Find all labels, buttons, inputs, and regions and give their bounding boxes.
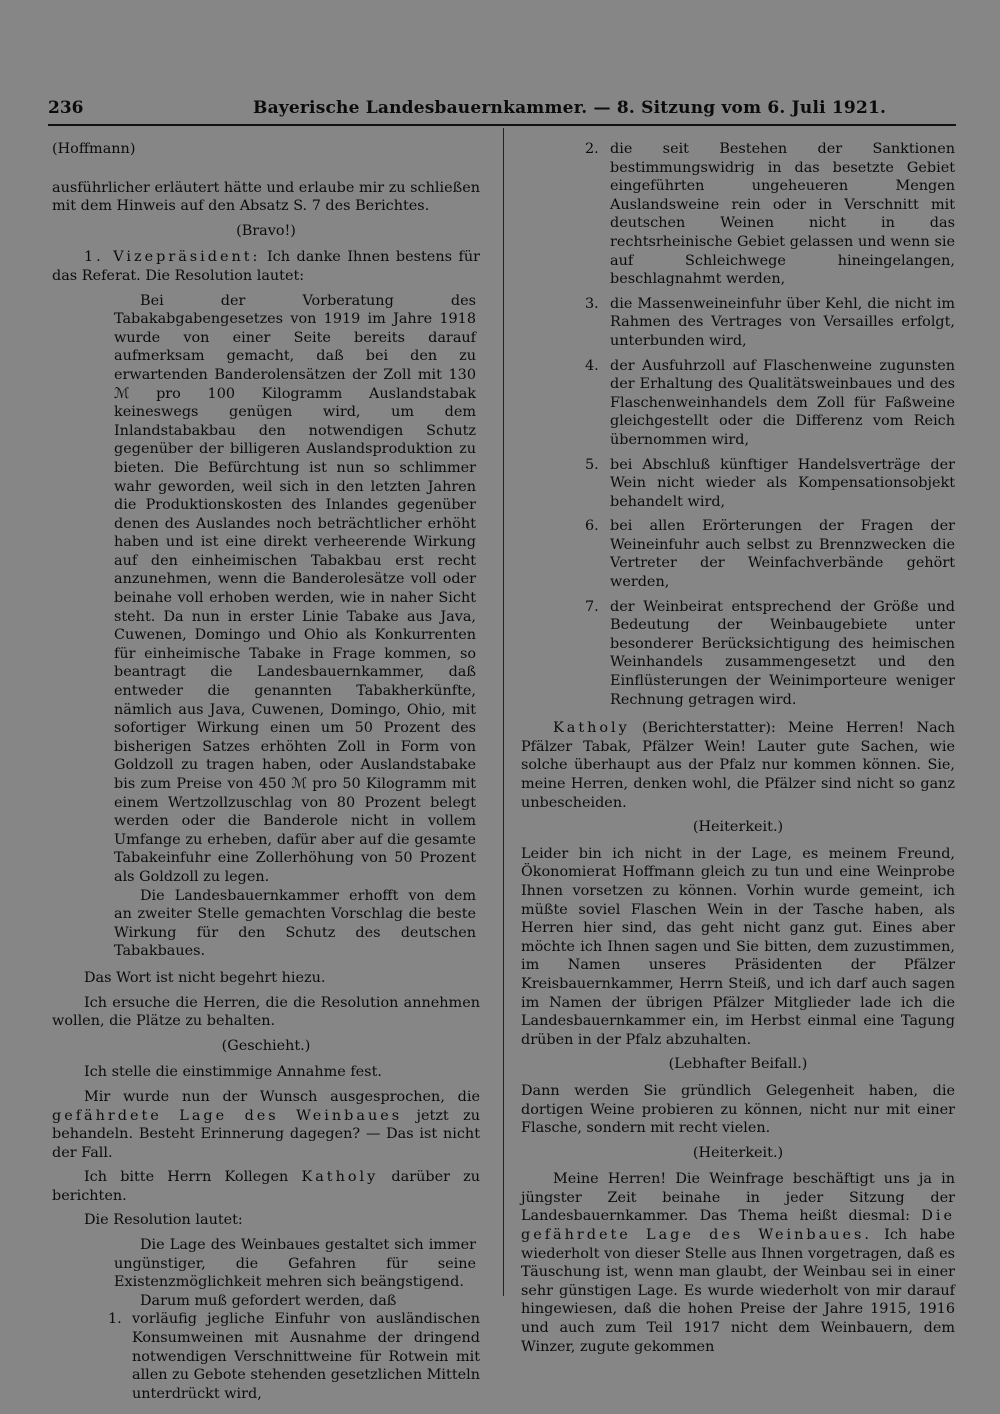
speaker-name: Katholy xyxy=(553,720,630,737)
text-run: Ich habe wiederholt von dieser Stelle aus Ihnen vorgetragen, daß es Täuschung ist, wenn man glaubt, der Weinbau sei in einer sehr günstigen Lage. Es wurde wiederholt von mir darauf hingewiesen, daß die hohen Preise der Jahre 1915, 1916 und auch zum Teil 1917 nicht dem Weinbauern, dem Winzer, zugute gekommen xyxy=(521,1227,955,1355)
item-text: bei Abschluß künftiger Handelsverträge der Wein nicht wieder als Kompensationsobjekt behandelt wird, xyxy=(610,456,955,510)
paragraph: Leider bin ich nicht in der Lage, es meinem Freund, Ökonomierat Hoffmann gleich zu tun und eine Weinprobe Ihnen vorsetzen zu können. Vorhin wurde gemeint, ich müßte soviel Flaschen Wein in der Tasche haben, als Herren hier sind, das geht nicht ganz gut. Eines aber möchte ich Ihnen sagen und Sie bitten, dem zuzustimmen, im Namen unseres Präsidenten der Pfälzer Kreisbauernkammer, Herrn Steiß, und ich darf auch sagen im Namen der übrigen Pfälzer Mitglieder lade ich die Landesbauernkammer ein, im Herbst einmal eine Tagung drüben in der Pfalz abzuhalten. xyxy=(521,845,955,1048)
list-item xyxy=(585,456,955,512)
left-column xyxy=(52,140,480,1409)
list-item xyxy=(585,598,955,710)
list-item xyxy=(585,140,955,289)
list-item xyxy=(585,517,955,591)
paragraph xyxy=(52,1088,480,1162)
text-run: Meine Herren! Die Weinfrage beschäftigt uns ja in jüngster Zeit beinahe in jeder Sitzung der Landesbauernkammer. Das Thema heißt diesmal: xyxy=(521,1171,955,1225)
item-text: bei allen Erörterungen der Fragen der Weineinfuhr auch selbst zu Brennzwecken die Vertreter der Weinfachverbände gehört werden, xyxy=(610,518,955,591)
item-number: 6. xyxy=(585,518,599,535)
text-run: jetzt zu behandeln. Besteht Erinnerung dagegen? — Das ist nicht der Fall. xyxy=(52,1107,480,1161)
item-text: der Ausfuhrzoll auf Flaschenweine zugunsten der Erhaltung des Qualitätsweinbaues und des Flaschenweinhandels dem Zoll für Faßweine gleichgestellt oder die Differenz vom Reich übernommen wird, xyxy=(610,357,955,448)
topic-title: gefährdete Lage des Weinbaues xyxy=(52,1107,403,1124)
interjection-bravo: (Bravo!) xyxy=(236,222,296,239)
speaker-continuation: (Hoffmann) xyxy=(52,141,136,157)
demands-list-continued xyxy=(585,140,955,709)
paragraph: Ich ersuche die Herren, die die Resolution annehmen wollen, die Plätze zu behalten. xyxy=(52,994,480,1030)
item-number: 1. xyxy=(108,1311,122,1328)
interjection-geschieht: (Geschieht.) xyxy=(221,1037,311,1054)
item-text: die seit Bestehen der Sanktionen bestimmungswidrig in das besetzte Gebiet eingeführten ungeheueren Mengen Auslandsweine rein oder in Verschnitt mit deutschen Weinen nicht in das rechtsrheinische Gebiet gelassen und wenn sie auf Schleichwege hineingelangen, beschlagnahmt werden, xyxy=(610,141,955,288)
right-column xyxy=(521,140,955,1362)
resolution-weinbau xyxy=(114,1236,476,1310)
item-number: 7. xyxy=(585,598,599,615)
item-number: 4. xyxy=(585,357,599,374)
paragraph xyxy=(52,248,480,285)
paragraph xyxy=(52,1168,480,1205)
text-run: Mir wurde nun der Wunsch ausgesprochen, die xyxy=(84,1088,480,1105)
speech-text: Ich danke Ihnen bestens für das Referat. Die Resolution lautet: xyxy=(52,249,480,284)
resolution-tabak xyxy=(114,292,476,961)
text-run: darüber zu berichten. xyxy=(52,1169,481,1204)
resolution-paragraph: Die Landesbauernkammer erhofft von dem an zweiter Stelle gemachten Vorschlag die beste Wirkung für den Schutz des deutschen Tabakbaues. xyxy=(114,887,476,960)
list-item xyxy=(585,357,955,450)
paragraph xyxy=(521,1170,955,1356)
list-item xyxy=(108,1310,480,1403)
item-text: der Weinbeirat entsprechend der Größe und Bedeutung der Weinbaugebiete unter besonderer Berücksichtigung des heimischen Weinhandels zusammengesetzt und den Einflüsterungen der Weinimporteure weniger Rechnung getragen wird. xyxy=(610,598,955,708)
speaker-name: Katholy xyxy=(301,1169,379,1186)
resolution-paragraph: Die Lage des Weinbaues gestaltet sich immer ungünstiger, die Gefahren für seine Existenzmöglichkeit mehren sich beängstigend. xyxy=(114,1237,476,1291)
paragraph: ausführlicher erläutert hätte und erlaube mir zu schließen mit dem Hinweis auf den Absatz S. 7 des Berichtes. xyxy=(52,179,480,215)
page-number: 236 xyxy=(48,98,84,118)
paragraph: Dann werden Sie gründlich Gelegenheit haben, die dortigen Weine probieren zu können, nicht nur mit einer Flasche, sondern mit recht vielen. xyxy=(521,1082,955,1137)
speech-text: (Berichterstatter): Meine Herren! Nach Pfälzer Tabak, Pfälzer Wein! Lauter gute Sachen, wie solche überhaupt aus der Pfalz nur kommen können. Sie, meine Herren, denken wohl, die Pfälzer sind nicht so ganz unbescheiden. xyxy=(521,720,955,811)
item-text: die Massenweineinfuhr über Kehl, die nicht im Rahmen des Vertrages von Versailles erfolgt, unterbunden wird, xyxy=(610,295,955,349)
item-number: 2. xyxy=(585,141,599,157)
paragraph: Das Wort ist nicht begehrt hiezu. xyxy=(84,969,326,986)
demands-list xyxy=(108,1310,480,1403)
paragraph xyxy=(521,719,955,812)
running-title: Bayerische Landesbauernkammer. — 8. Sitzung vom 6. Juli 1921. xyxy=(253,98,887,118)
interjection-heiterkeit: (Heiterkeit.) xyxy=(692,819,784,836)
topic-title: Die gefährdete Lage des Weinbaues. xyxy=(521,1208,955,1244)
interjection-heiterkeit: (Heiterkeit.) xyxy=(692,1144,784,1161)
item-number: 5. xyxy=(585,456,599,473)
speaker-name: 1. Vizepräsident: xyxy=(84,249,261,266)
page-header xyxy=(48,98,956,122)
resolution-paragraph: Darum muß gefordert werden, daß xyxy=(140,1292,397,1309)
header-rule xyxy=(48,124,956,126)
list-item xyxy=(585,295,955,351)
paragraph: Ich stelle die einstimmige Annahme fest. xyxy=(84,1064,382,1081)
text-run: Ich bitte Herrn Kollegen xyxy=(84,1169,302,1186)
item-number: 3. xyxy=(585,295,599,312)
resolution-paragraph: Bei der Vorberatung des Tabakabgabengesetzes von 1919 im Jahre 1918 wurde von einer Seite bereits darauf aufmerksam gemacht, daß bei den zu erwartenden Banderolensätzen der Zoll mit 130 ℳ pro 100 Kilogramm Auslandstabak keineswegs genügen wird, um dem Inlandstabakbau den notwendigen Schutz gegenüber der billigeren Auslandsproduktion zu bieten. Die Befürchtung ist nun so schlimmer wahr geworden, weil sich in den letzten Jahren die Produktionskosten des Inlandes gegenüber denen des Auslandes noch beträchtlicher erhöht haben und ist eine direkt verheerende Wirkung auf den einheimischen Tabakbau erst recht anzunehmen, wenn die Banderolesätze voll oder beinahe voll erhoben werden, wie in naher Sicht steht. Da nun in erster Linie Tabake aus Java, Cuwenen, Domingo und Ohio als Konkurrenten für einheimische Tabake in Frage kommen, so beantragt die Landesbauernkammer, daß entweder die genannten Tabakherkünfte, nämlich aus Java, Cuwenen, Domingo, Ohio, mit sofortiger Wirkung einen um 50 Prozent des bisherigen Satzes erhöhten Zoll in Form von Goldzoll zu tragen haben, oder Auslandstabake bis zum Preise von 450 ℳ pro 50 Kilogramm mit einem Wertzollzuschlag von 80 Prozent belegt werden oder die Banderole nicht in vollem Umfange zu erheben, dafür aber auf die gesamte Tabakeinfuhr eine Zollerhöhung von 50 Prozent als Goldzoll zu legen. xyxy=(114,292,476,885)
column-divider xyxy=(503,128,504,1296)
interjection-beifall: (Lebhafter Beifall.) xyxy=(668,1056,808,1073)
item-text: vorläufig jegliche Einfuhr von ausländischen Konsumweinen mit Ausnahme der dringend notwendigen Verschnittweine für Rotwein mit allen zu Gebote stehenden gesetzlichen Mitteln unterdrückt wird, xyxy=(132,1311,480,1402)
paragraph: Die Resolution lautet: xyxy=(84,1212,243,1229)
